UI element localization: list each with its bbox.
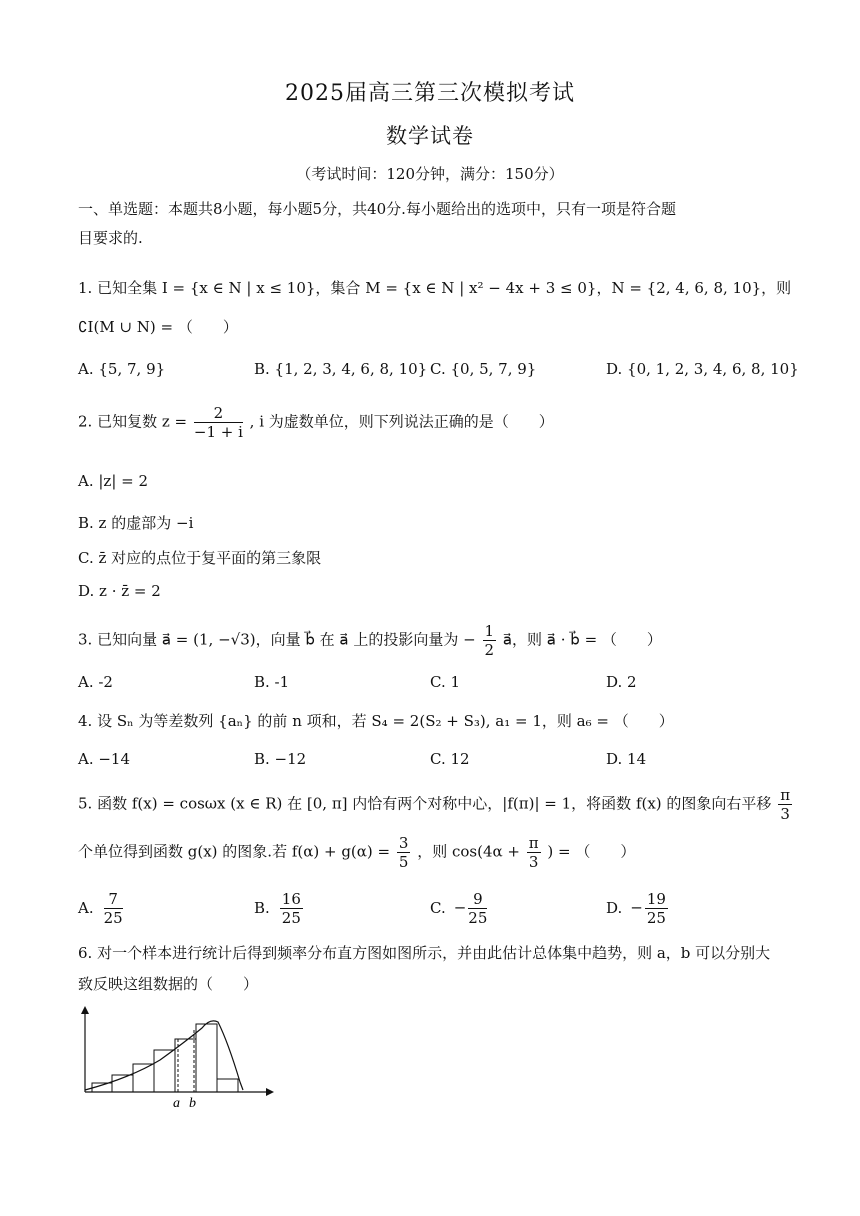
- q5-line2-frac-den: 5: [398, 853, 409, 871]
- q5-option-c-fraction: [468, 890, 487, 927]
- histogram-figure: [70, 1000, 280, 1115]
- q5-line2-frac2-den: 3: [528, 853, 539, 871]
- q3-option-d: D. 2: [606, 673, 637, 691]
- q5-line2-suffix: ) = （ ）: [547, 842, 636, 861]
- q5-option-b-label: B.: [254, 898, 270, 917]
- histogram-bar: [133, 1064, 154, 1092]
- q4-option-a: A. −14: [78, 750, 131, 768]
- q5-option-d-num: 19: [646, 890, 666, 908]
- q1-option-a: A. {5, 7, 9}: [78, 360, 166, 378]
- q5-option-c: [430, 890, 489, 927]
- q5-option-a-den: 25: [103, 909, 123, 927]
- q6-stem-line2: 致反映这组数据的（ ）: [78, 975, 259, 993]
- q5-line2-prefix: 个单位得到函数 g(x) 的图象.若 f(α) + g(α) =: [78, 842, 391, 861]
- histogram-bar: [217, 1079, 238, 1092]
- q6-stem-line1: 6. 对一个样本进行统计后得到频率分布直方图如图所示，并由此估计总体集中趋势，则 a，b 可以分别大: [78, 944, 771, 962]
- q5-option-a-fraction: [104, 890, 123, 927]
- q1-option-c: C. {0, 5, 7, 9}: [430, 360, 537, 378]
- q2-stem-prefix: 2. 已知复数 z =: [78, 412, 188, 431]
- q3-option-c: C. 1: [430, 673, 461, 691]
- q2-frac-den: −1 + i: [193, 423, 243, 441]
- q2-stem: [78, 404, 554, 441]
- q5-option-d-sign: −: [630, 898, 643, 917]
- q2-frac-num: 2: [194, 404, 243, 423]
- q5-option-a-label: A.: [78, 898, 94, 917]
- q5-line1-prefix: 5. 函数 f(x) = cosωx (x ∈ R) 在 [0, π] 内恰有两个对称中心，|f(π)| = 1，将函数 f(x) 的图象向右平移: [78, 794, 772, 813]
- q5-option-c-label: C.: [430, 898, 446, 917]
- q5-option-c-den: 25: [468, 909, 488, 927]
- q5-option-a: [78, 890, 125, 927]
- exam-subtitle: 数学试卷: [386, 124, 474, 148]
- q3-frac-den: 2: [484, 641, 495, 659]
- section-heading-line2: 目要求的.: [78, 229, 143, 247]
- q1-option-d: D. {0, 1, 2, 3, 4, 6, 8, 10}: [606, 360, 799, 378]
- q2-option-c: C. z̄ 对应的点位于复平面的第三象限: [78, 549, 322, 567]
- q2-option-a: A. |z| = 2: [78, 472, 149, 490]
- q1-stem-line1: 1. 已知全集 I = {x ∈ N | x ≤ 10}，集合 M = {x ∈ N | x² − 4x + 3 ≤ 0}，N = {2, 4, 6, 8, 10}，则: [78, 279, 792, 297]
- label-b: b: [189, 1096, 196, 1111]
- q2-stem-suffix: , i 为虚数单位，则下列说法正确的是（ ）: [249, 412, 554, 431]
- q5-option-a-num: 7: [104, 890, 123, 909]
- x-axis-arrow: [266, 1088, 274, 1096]
- section-heading-line1: 一、单选题：本题共8小题，每小题5分，共40分.每小题给出的选项中，只有一项是符合题: [78, 200, 676, 218]
- q5-option-d: [606, 890, 670, 927]
- q5-line2-fraction2: [527, 834, 541, 871]
- q5-line1-fraction: [778, 786, 792, 823]
- q5-option-d-label: D.: [606, 898, 623, 917]
- q3-stem: [78, 622, 662, 659]
- q5-line2-mid: ，则 cos(4α +: [417, 842, 520, 861]
- q5-stem-line1: [78, 786, 794, 823]
- q2-option-b: B. z 的虚部为 −i: [78, 514, 194, 532]
- exam-info: （考试时间：120分钟，满分：150分）: [296, 165, 564, 183]
- q5-stem-line2: [78, 834, 635, 871]
- q2-option-d: D. z · z̄ = 2: [78, 582, 161, 600]
- q2-fraction: [194, 404, 243, 441]
- q5-line2-frac-num: 3: [398, 834, 409, 852]
- q5-option-c-sign: −: [453, 898, 467, 917]
- q3-option-a: A. -2: [78, 673, 113, 691]
- exam-title: 2025届高三第三次模拟考试: [285, 81, 575, 106]
- q3-option-b: B. -1: [254, 673, 290, 691]
- q3-fraction: [483, 622, 497, 659]
- label-a: a: [173, 1096, 180, 1111]
- q5-option-b-den: 25: [281, 909, 301, 927]
- q5-line1-frac-den: 3: [780, 805, 790, 823]
- q3-stem-prefix: 3. 已知向量 a⃗ = (1, −√3)，向量 b⃗ 在 a⃗ 上的投影向量为 −: [78, 630, 476, 649]
- q4-stem: 4. 设 Sₙ 为等差数列 {aₙ} 的前 n 项和，若 S₄ = 2(S₂ + S₃), a₁ = 1，则 a₆ = （ ）: [78, 712, 674, 730]
- density-curve: [85, 1021, 243, 1090]
- q5-line1-frac-num: π: [780, 786, 791, 804]
- y-axis-arrow: [81, 1006, 89, 1014]
- q5-option-b-fraction: [280, 890, 303, 927]
- q5-option-c-num: 9: [468, 890, 487, 909]
- q5-line2-fraction: [397, 834, 411, 871]
- q5-option-d-fraction: [645, 890, 668, 927]
- q3-frac-num: 1: [484, 622, 495, 640]
- q1-stem-line2: ∁I(M ∪ N) = （ ）: [78, 318, 238, 336]
- histogram-bar: [196, 1024, 217, 1092]
- q5-option-b: [254, 890, 305, 927]
- q4-option-c: C. 12: [430, 750, 470, 768]
- q5-line2-frac2-num: π: [528, 834, 539, 852]
- q5-option-b-num: 16: [281, 890, 301, 908]
- q4-option-d: D. 14: [606, 750, 647, 768]
- q5-option-d-den: 25: [646, 909, 666, 927]
- q3-stem-suffix: a⃗，则 a⃗ · b⃗ = （ ）: [502, 630, 662, 649]
- q1-option-b: B. {1, 2, 3, 4, 6, 8, 10}: [254, 360, 428, 378]
- q4-option-b: B. −12: [254, 750, 307, 768]
